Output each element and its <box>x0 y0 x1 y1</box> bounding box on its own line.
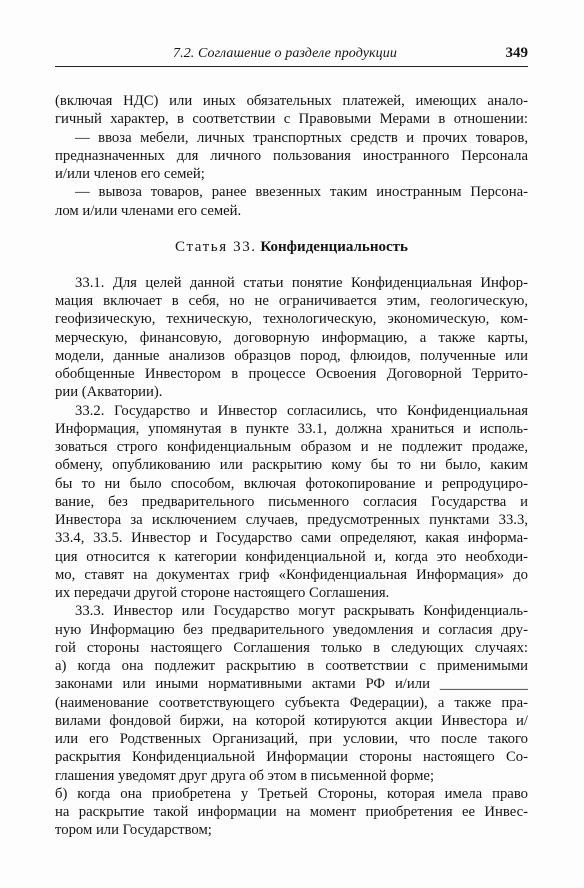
intro-paragraph <box>55 92 528 129</box>
text-line: раскрытия Конфиденциальной Информации стороны настоящего Со- <box>55 749 528 766</box>
page-number: 349 <box>505 45 528 61</box>
text-line: геофизическую, техническую, технологическую, экономическую, ком- <box>55 311 528 328</box>
text-line: мация включает в себя, но не ограничивается этим, геологическую, <box>55 293 528 309</box>
text-line: мерческую, финансовую, договорную информацию, а также карты, <box>55 329 528 346</box>
paragraph-33-1 <box>55 274 528 402</box>
text-line: бы то ни было способом, включая фотокопирование и репродуциро- <box>55 475 528 492</box>
text-line: гичный характер, в соответствии с Правовыми Мерами в отношении: <box>55 111 528 128</box>
text-line: глашения уведомят друг друга об этом в письменной форме; <box>55 767 435 784</box>
running-header <box>55 44 528 67</box>
text-line: 33.1. Для целей данной статьи понятие Конфиденциальная Инфор- <box>75 274 528 291</box>
article-heading <box>55 236 528 258</box>
text-line: 33.2. Государство и Инвестор согласились, что Конфиденциальная <box>75 402 528 419</box>
text-line: на раскрытие такой информации на момент приобретения ее Инвес- <box>55 804 528 820</box>
running-header-title: 7.2. Соглашение о разделе продукции <box>173 46 397 61</box>
text-line: предназначенных для личного пользования иностранного Персонала <box>55 147 528 164</box>
text-line: (наименование соответствующего субъекта Федерации), а также пра- <box>55 694 528 711</box>
text-line: лом и/или членами его семей. <box>55 202 242 219</box>
text-line: 33.4, 33.5. Инвестор и Государство сами определяют, какая информа- <box>55 530 528 547</box>
text-line: Информация, упомянутая в пункте 33.1, должна храниться и исполь- <box>55 420 528 437</box>
text-line: (включая НДС) или иных обязательных платежей, имеющих анало- <box>55 93 528 109</box>
paragraph-33-3-b <box>55 785 528 840</box>
text-line: вилами фондовой биржи, на которой котируются акции Инвестора и/ <box>55 712 528 729</box>
text-line: обобщенные Инвестором в процессе Освоения Договорной Террито- <box>55 366 528 382</box>
text-line: гой стороны настоящего Соглашения только в следующих случаях: <box>55 639 528 656</box>
text-line: или его Родственных Организаций, при условии, что после такого <box>55 731 528 747</box>
text-line: — вывоза товаров, ранее ввезенных таким иностранным Персона- <box>75 184 528 201</box>
list-item-export <box>55 183 528 220</box>
text-line: зоваться строго конфиденциальным образом и не подлежит продаже, <box>55 439 528 455</box>
page-body <box>55 92 528 840</box>
paragraph-33-3 <box>55 602 528 657</box>
text-line: тором или Государством; <box>55 822 212 839</box>
text-line: законами или иными нормативными актами РФ и/или ____________ <box>55 676 528 693</box>
text-line: — ввоза мебели, личных транспортных средств и прочих товаров, <box>75 129 528 146</box>
text-line: б) когда она приобретена у Третьей Стороны, которая имела право <box>55 785 528 802</box>
text-line: обмену, опубликованию или раскрытию кому бы то ни было, каким <box>55 457 528 474</box>
text-line: мо, ставят на документах гриф «Конфиденциальная Информация» до <box>55 566 528 583</box>
article-number: Статья 33. <box>175 238 257 255</box>
text-line: а) когда она подлежит раскрытию в соответствии с применимыми <box>55 658 528 674</box>
text-line: вание, без предварительного письменного согласия Государства и <box>55 493 528 510</box>
text-line: ция относится к категории конфиденциальной и, когда это необходи- <box>55 548 528 565</box>
list-item-import <box>55 129 528 184</box>
text-line: и/или членов его семей; <box>55 166 205 182</box>
text-line: Инвестора за исключением случаев, предусмотренных пунктами 33.3, <box>55 512 528 528</box>
text-line: рии (Акватории). <box>55 384 163 401</box>
paragraph-33-2 <box>55 402 528 603</box>
text-line: ную Информацию без предварительного уведомления и согласия дру- <box>55 621 528 638</box>
text-line: 33.3. Инвестор или Государство могут раскрывать Конфиденциаль- <box>75 603 528 620</box>
text-line: модели, данные анализов образцов пород, флюидов, полученные или <box>55 347 528 364</box>
paragraph-33-3-a <box>55 657 528 785</box>
article-title: Конфиденциальность <box>260 238 408 255</box>
text-line: их передачи другой стороне настоящего Соглашения. <box>55 585 390 601</box>
